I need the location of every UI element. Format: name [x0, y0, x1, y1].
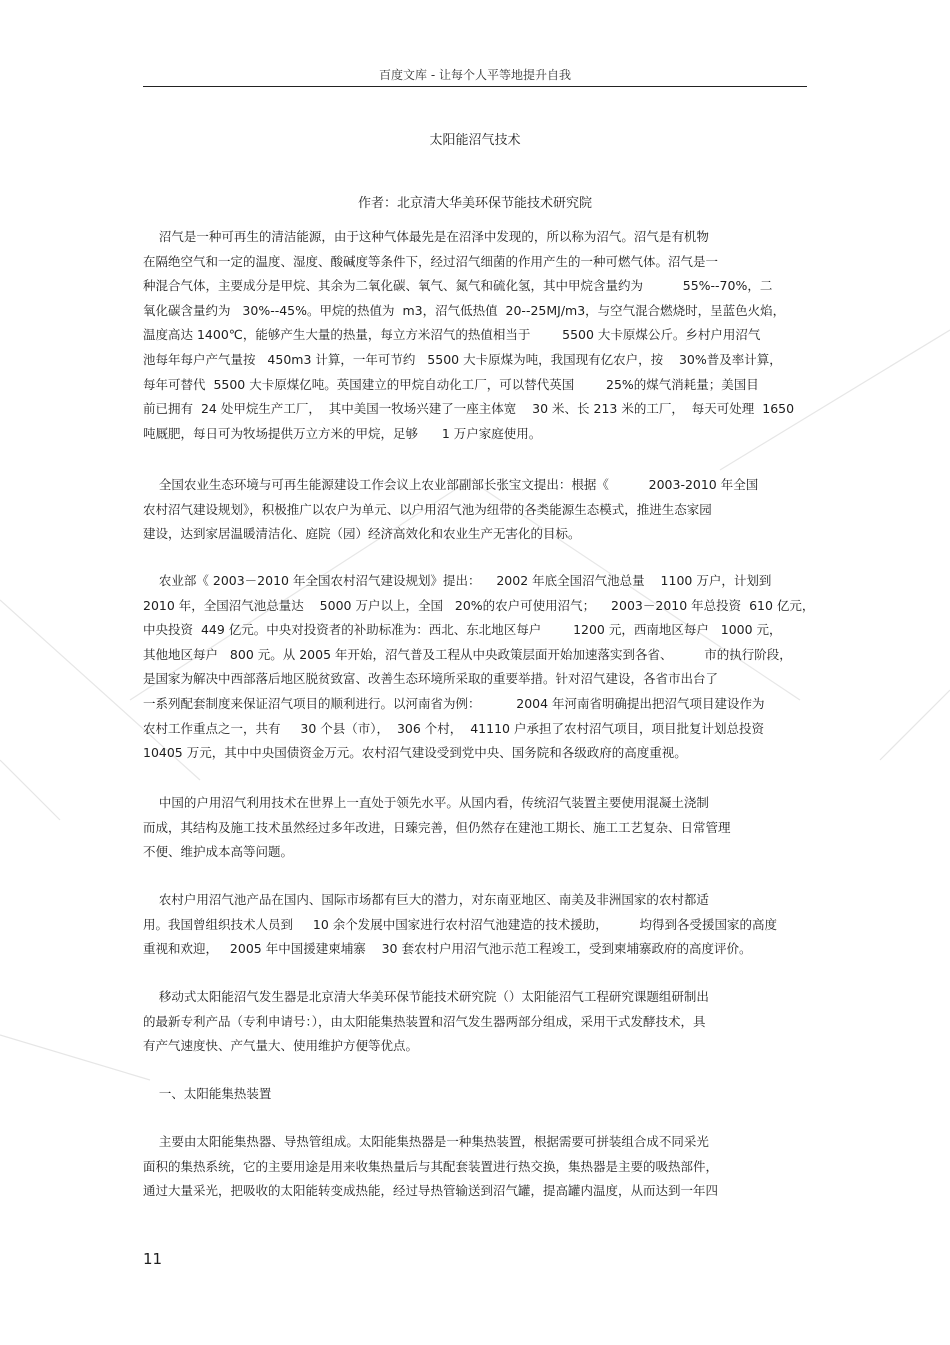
text-line: 一、太阳能集热装置: [143, 1086, 272, 1101]
text-line: 全国农业生态环境与可再生能源建设工作会议上农业部副部长张宝文提出：根据《 2003-2010 年全国: [143, 477, 759, 492]
page-number: 11: [143, 1250, 163, 1268]
header-divider: [143, 86, 807, 87]
text-line: 农村户用沼气池产品在国内、国际市场都有巨大的潜力，对东南亚地区、南美及非洲国家的农村都适: [143, 892, 709, 907]
text-line: 不便、维护成本高等问题。: [143, 844, 294, 860]
text-line: 前已拥有 24 处甲烷生产工厂， 其中美国一牧场兴建了一座主体宽 30 米、长 213 米的工厂， 每天可处理 1650: [143, 401, 795, 417]
paragraph-plan: [143, 569, 814, 766]
text-line: 池每年每户产气量按 450m3 计算，一年可节约 5500 大卡原煤为吨，我国现有亿农户，按 30%普及率计算，: [143, 351, 782, 367]
text-line: 有产气速度快、产气量大、使用维护方便等优点。: [143, 1038, 419, 1054]
text-line: 种混合气体，主要成分是甲烷、其余为二氧化碳、氧气、氮气和硫化氢，其中甲烷含量约为 55%--70%，二: [143, 278, 773, 294]
text-line: 中央投资 449 亿元。中央对投资者的补助标准为：西北、东北地区每户 1200 元，西南地区每户 1000 元，: [143, 622, 782, 638]
document-author: 作者：北京清大华美环保节能技术研究院: [357, 196, 592, 211]
text-line: 用。我国曾组织技术人员到 10 余个发展中国家进行农村沼气池建造的技术援助， 均得到各受援国家的高度: [143, 916, 778, 932]
text-line: 建设，达到家居温暖清洁化、庭院（园）经济高效化和农业生产无害化的目标。: [143, 526, 581, 542]
text-line: 吨厩肥，每日可为牧场提供万立方米的甲烷，足够 1 万户家庭使用。: [143, 425, 542, 441]
paragraph-intro: [143, 225, 794, 446]
text-line: 的最新专利产品（专利申请号：），由太阳能集热装置和沼气发生器两部分组成，采用干式发酵技术，具: [143, 1013, 706, 1029]
paragraph-product: [143, 985, 709, 1059]
text-line: 重视和欢迎， 2005 年中国援建柬埔寨 30 套农村户用沼气池示范工程竣工，受到柬埔寨政府的高度评价。: [143, 941, 752, 957]
text-line: 在隔绝空气和一定的温度、湿度、酸碱度等条件下，经过沼气细菌的作用产生的一种可燃气体。沼气是一: [143, 253, 719, 269]
text-line: 农业部《 2003－2010 年全国农村沼气建设规划》提出： 2002 年底全国沼气池总量 1100 万户，计划到: [143, 573, 772, 588]
text-line: 是国家为解决中西部落后地区脱贫致富、改善生态环境所采取的重要举措。针对沼气建设，各省市出台了: [143, 671, 719, 687]
text-line: 农村工作重点之一，共有 30 个县（市）， 306 个村， 41110 户承担了农村沼气项目，项目批复计划总投资: [143, 720, 764, 736]
paragraph-technology: [143, 791, 731, 865]
text-line: 每年可替代 5500 大卡原煤亿吨。英国建立的甲烷自动化工厂，可以替代英国 25%的煤气消耗量；美国目: [143, 376, 759, 392]
text-line: 主要由太阳能集热器、导热管组成。太阳能集热器是一种集热装置，根据需要可拼装组合成不同采光: [143, 1134, 709, 1149]
text-line: 面积的集热系统，它的主要用途是用来收集热量后与其配套装置进行热交换，集热器是主要的吸热部件，: [143, 1158, 719, 1174]
text-line: 通过大量采光，把吸收的太阳能转变成热能，经过导热管输送到沼气罐，提高罐内温度，从而达到一年四: [143, 1183, 719, 1199]
text-line: 温度高达 1400℃，能够产生大量的热量，每立方米沼气的热值相当于 5500 大卡原煤公斤。乡村户用沼气: [143, 327, 761, 343]
paragraph-collector: [143, 1130, 718, 1204]
document-title: 太阳能沼气技术: [429, 133, 521, 148]
text-line: 一系列配套制度来保证沼气项目的顺利进行。以河南省为例： 2004 年河南省明确提出把沼气项目建设作为: [143, 695, 765, 711]
text-line: 农村沼气建设规划》，积极推广以农户为单元、以户用沼气池为纽带的各类能源生态模式，推进生态家园: [143, 501, 712, 517]
text-line: 10405 万元，其中中央国债资金万元。农村沼气建设受到党中央、国务院和各级政府的高度重视。: [143, 745, 687, 761]
paragraph-conference: [143, 473, 758, 547]
text-line: 氧化碳含量约为 30%--45%。甲烷的热值为 m3，沼气低热值 20--25MJ/m3，与空气混合燃烧时，呈蓝色火焰，: [143, 302, 786, 318]
text-line: 沼气是一种可再生的清洁能源，由于这种气体最先是在沼泽中发现的，所以称为沼气。沼气是有机物: [143, 229, 709, 244]
text-line: 中国的户用沼气利用技术在世界上一直处于领先水平。从国内看，传统沼气装置主要使用混凝土浇制: [143, 795, 709, 810]
text-line: 其他地区每户 800 元。从 2005 年开始，沼气普及工程从中央政策层面开始加速落实到各省、 市的执行阶段，: [143, 646, 792, 662]
section-heading: [143, 1082, 271, 1107]
text-line: 移动式太阳能沼气发生器是北京清大华美环保节能技术研究院（）太阳能沼气工程研究课题组研制出: [143, 989, 709, 1004]
page-header: 百度文库 - 让每个人平等地提升自我: [379, 68, 571, 82]
text-line: 而成，其结构及施工技术虽然经过多年改进，日臻完善，但仍然存在建池工期长、施工工艺复杂、日常管理: [143, 819, 731, 835]
paragraph-market: [143, 888, 777, 962]
text-line: 2010 年，全国沼气池总量达 5000 万户以上，全国 20%的农户可使用沼气； 2003－2010 年总投资 610 亿元，: [143, 597, 815, 613]
